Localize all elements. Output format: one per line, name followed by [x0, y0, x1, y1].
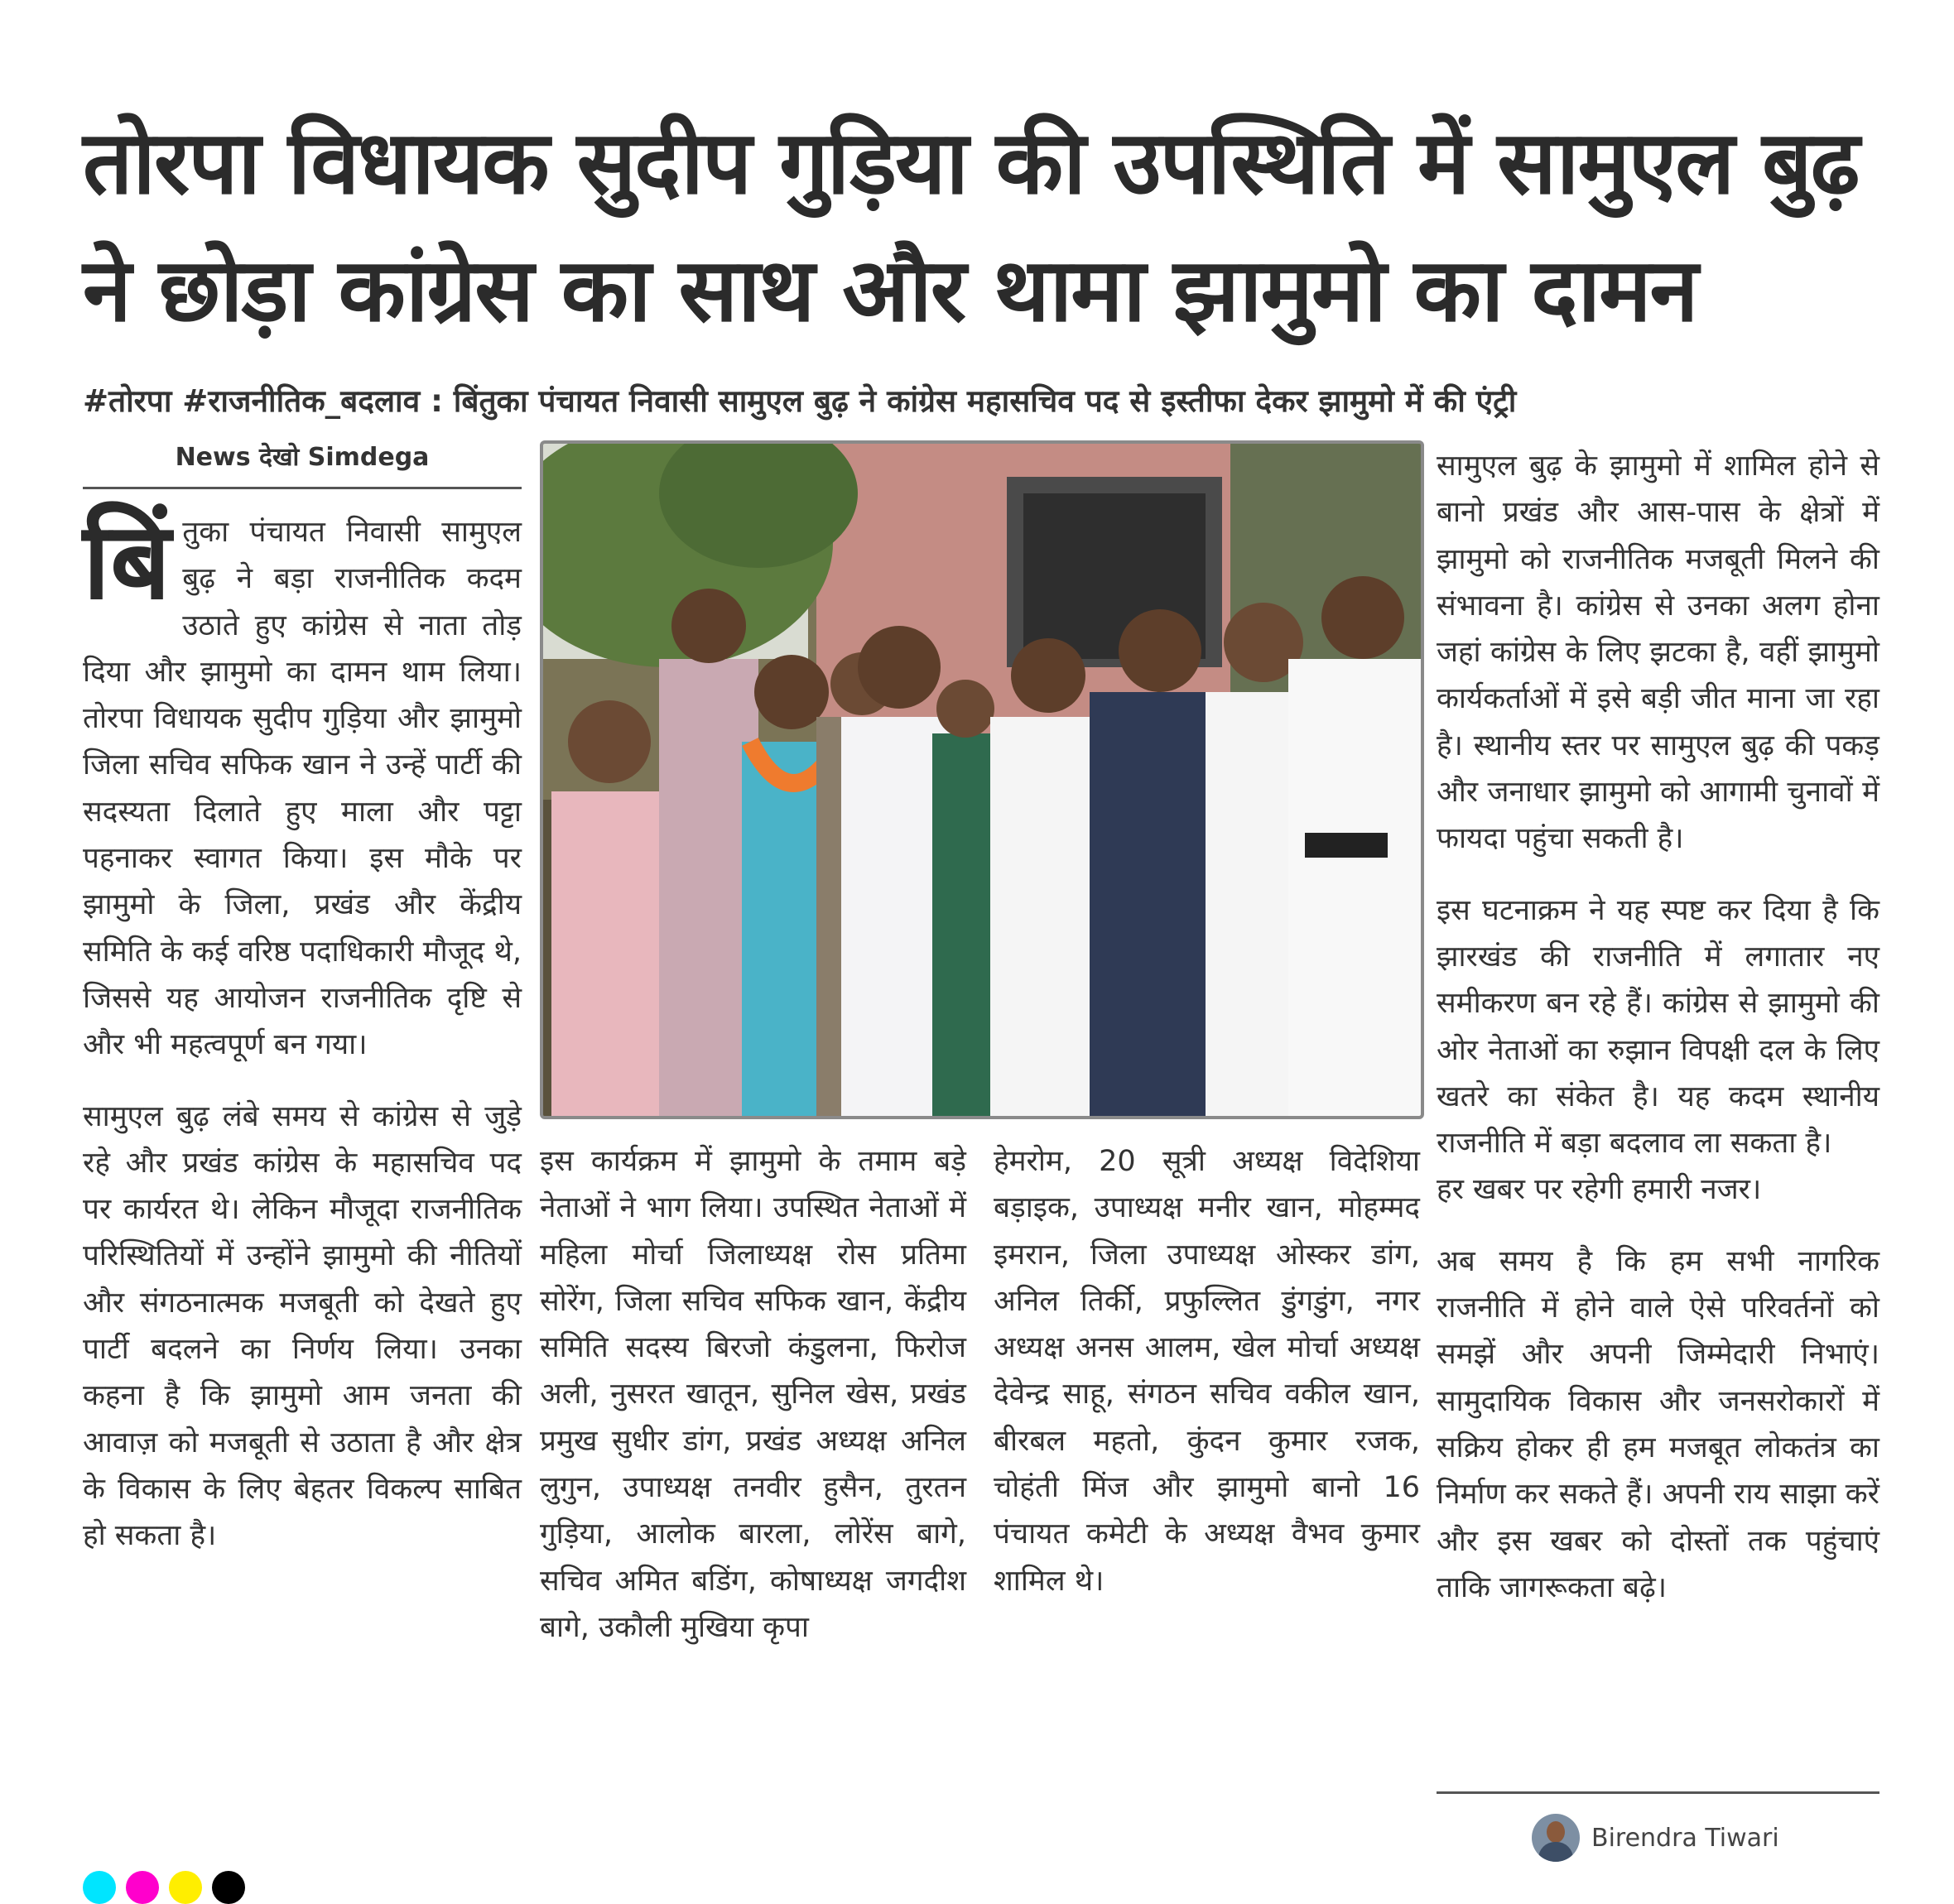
cyan-dot — [83, 1871, 116, 1904]
author-name: Birendra Tiwari — [1591, 1823, 1779, 1853]
paragraph-5-text: इस घटनाक्रम ने यह स्पष्ट कर दिया है कि झारखंड की राजनीति में लगातार नए समीकरण बन रहे हैं। कांग्रेस से झामुमो की ओर नेताओं का रुझान विपक्षी दल के लिए खतरे का संकेत है। यह कदम स्थानीय राजनीति में बड़ा बदलाव ला सकता है। — [1437, 893, 1879, 1161]
column-4 — [1437, 443, 1879, 1636]
yellow-dot — [169, 1871, 202, 1904]
article-photo — [540, 440, 1424, 1119]
paragraph-1 — [83, 500, 522, 1069]
photo-illustration — [543, 444, 1421, 1116]
tagline: हर खबर पर रहेगी हमारी नजर। — [1437, 1173, 1762, 1207]
headline-line-1: तोरपा विधायक सुदीप गुड़िया की उपस्थिति में सामुएल बुढ़ — [83, 112, 1859, 214]
author-credit — [1532, 1813, 1779, 1863]
paragraph-6: अब समय है कि हम सभी नागरिक राजनीति में होने वाले ऐसे परिवर्तनों को समझें और अपनी जिम्मेदारी निभाएं। सामुदायिक विकास और जनसरोकारों में सक्रिय होकर ही हम मजबूत लोकतंत्र का निर्माण कर सकते हैं। अपनी राय साझा करें और इस खबर को दोस्तों तक पहुंचाएं ताकि जागरूकता बढ़े। — [1437, 1244, 1879, 1604]
paragraph-3-part-2: हेमरोम, 20 सूत्री अध्यक्ष विदेशिया बड़ाइक, उपाध्यक्ष मनीर खान, मोहम्मद इमरान, जिला उपाध्यक्ष ओस्कर डांग, अनिल तिर्की, प्रफुल्लित डुंगडुंग, नगर अध्यक्ष अनस आलम, खेल मोर्चा अध्यक्ष देवेन्द्र साहू, संगठन सचिव वकील खान, बीरबल महतो, कुंदन कुमार रजक, चोहंती मिंज और झामुमो बानो 16 पंचायत कमेटी के अध्यक्ष वैभव कुमार शामिल थे। — [994, 1145, 1420, 1598]
paragraph-3-part-1: इस कार्यक्रम में झामुमो के तमाम बड़े नेताओं ने भाग लिया। उपस्थित नेताओं में महिला मोर्चा जिलाध्यक्ष रोस प्रतिमा सोरेंग, जिला सचिव सफिक खान, केंद्रीय समिति सदस्य बिरजो कंडुलना, फिरोज अली, नुसरत खातून, सुनिल खेस, प्रखंड प्रमुख सुधीर डांग, प्रखंड अध्यक्ष अनिल लुगुन, उपाध्यक्ष तनवीर हुसैन, तुरतन गुड़िया, आलोक बारला, लोरेंस बागे, सचिव अमित बडिंग, कोषाध्यक्ष जगदीश बागे, उकौली मुखिया कृपा — [540, 1145, 966, 1644]
paragraph-2: सामुएल बुढ़ लंबे समय से कांग्रेस से जुड़े रहे और प्रखंड कांग्रेस के महासचिव पद पर कार्यरत थे। लेकिन मौजूदा राजनीतिक परिस्थितियों में उन्होंने झामुमो की नीतियों और संगठनात्मक मजबूती को देखते हुए पार्टी बदलने का निर्णय लिया। उनका कहना है कि झामुमो आम जनता की आवाज़ को मजबूती से उठाता है और क्षेत्र के विकास के लिए बेहतर विकल्प साबित हो सकता है। — [83, 1099, 522, 1553]
headline-line-2: ने छोड़ा कांग्रेस का साथ और थामा झामुमो का दामन — [83, 239, 1697, 341]
divider-bottom — [1437, 1791, 1879, 1794]
column-1 — [83, 500, 522, 1584]
paragraph-5 — [1437, 887, 1879, 1167]
paragraph-4: सामुएल बुढ़ के झामुमो में शामिल होने से बानो प्रखंड और आस-पास के क्षेत्रों में झामुमो को राजनीतिक मजबूती मिलने की संभावना है। कांग्रेस से उनका अलग होना जहां कांग्रेस के लिए झटका है, वहीं झामुमो कार्यकर्ताओं में इसे बड़ी जीत माना जा रहा है। स्थानीय स्तर पर सामुएल बुढ़ की पकड़ और जनाधार झामुमो को आगामी चुनावों में फायदा पहुंचा सकती है। — [1437, 450, 1879, 856]
column-2 — [540, 1138, 966, 1676]
avatar — [1532, 1814, 1580, 1862]
subheadline: #तोरपा #राजनीतिक_बदलाव : बिंतुका पंचायत निवासी सामुएल बुढ़ ने कांग्रेस महासचिव पद से इस्तीफा देकर झामुमो में की एंट्री — [83, 383, 1517, 419]
source-credit: News देखो Simdega — [175, 443, 430, 472]
magenta-dot — [126, 1871, 159, 1904]
black-dot — [212, 1871, 245, 1904]
cmyk-registration-dots — [83, 1871, 245, 1904]
divider — [83, 487, 522, 489]
column-3 — [994, 1138, 1420, 1629]
paragraph-1-text: तुका पंचायत निवासी सामुएल बुढ़ ने बड़ा राजनीतिक कदम उठाते हुए कांग्रेस से नाता तोड़ दिया और झामुमो का दामन थाम लिया। तोरपा विधायक सुदीप गुड़िया और झामुमो जिला सचिव सफिक खान ने उन्हें पार्टी की सदस्यता दिलाते हुए माला और पट्टा पहनाकर स्वागत किया। इस मौके पर झामुमो के जिला, प्रखंड और केंद्रीय समिति के कई वरिष्ठ पदाधिकारी मौजूद थे, जिससे यह आयोजन राजनीतिक दृष्टि से और भी महत्वपूर्ण बन गया। — [83, 516, 522, 1062]
drop-cap: बिं — [83, 500, 171, 623]
headline — [83, 99, 1904, 354]
